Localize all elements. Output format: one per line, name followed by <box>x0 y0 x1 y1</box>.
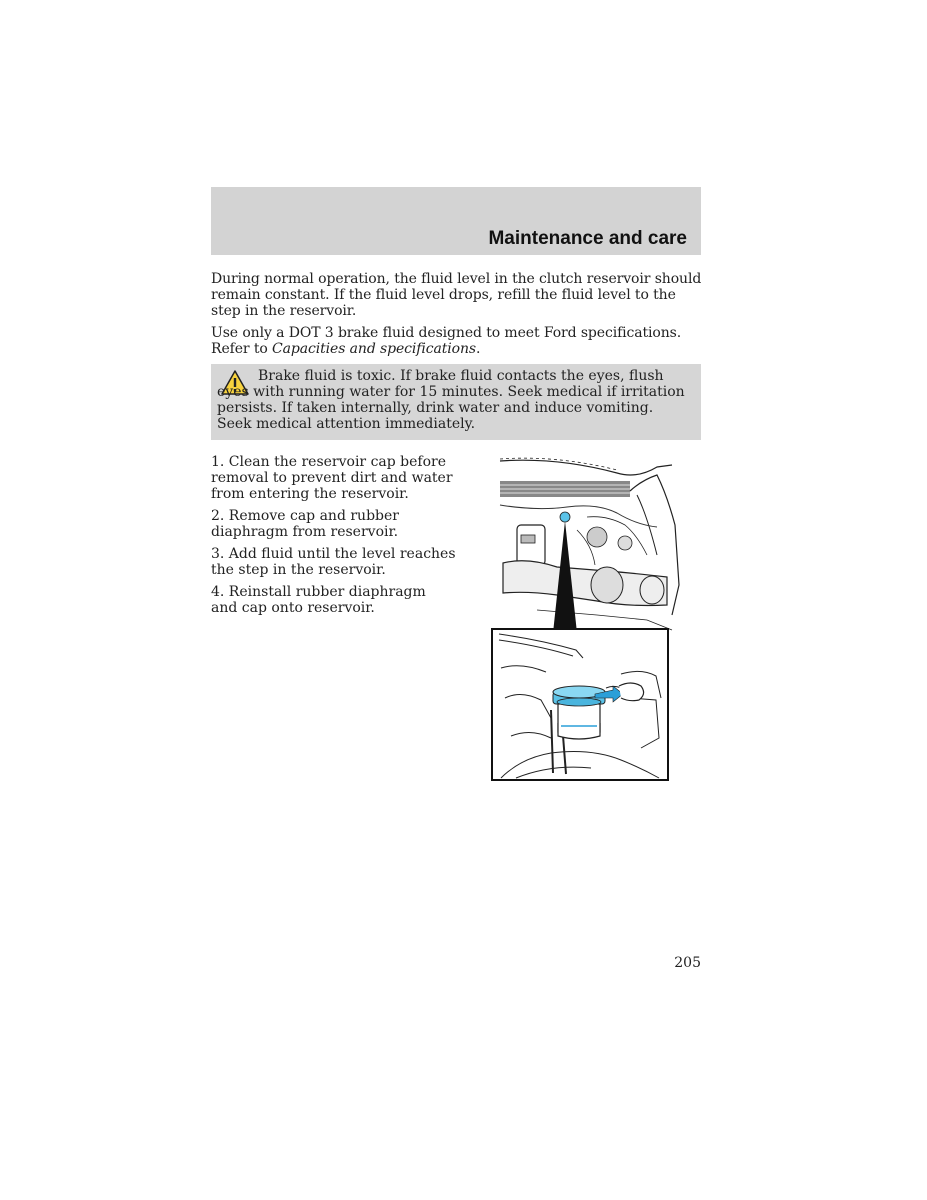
steps-list <box>211 454 456 622</box>
engine-bay-illustration <box>497 455 682 633</box>
paragraph-fluid-level: During normal operation, the fluid level in the clutch reservoir should remain constant. If the fluid level drops, refill the fluid level to the step in the reservoir. <box>211 271 702 319</box>
step-4: 4. Reinstall rubber diaphragm and cap onto reservoir. <box>211 584 426 616</box>
section-header <box>211 187 701 255</box>
warning-text: Brake fluid is toxic. If brake fluid contacts the eyes, flush eyes with running water for 15 minutes. Seek medical if irritation persists. If taken internally, drink water and induce vomiting. Seek medical attention immediately. <box>217 368 685 432</box>
paragraph-dot3-end: . <box>475 341 481 357</box>
warning-box <box>211 364 701 440</box>
step-2: 2. Remove cap and rubber diaphragm from reservoir. <box>211 508 399 540</box>
capacities-reference: Capacities and specifications <box>272 341 476 357</box>
page-number: 205 <box>674 955 701 971</box>
step-1: 1. Clean the reservoir cap before removal to prevent dirt and water from entering the reservoir. <box>211 454 453 502</box>
paragraph-dot3-text: Use only a DOT 3 brake fluid designed to meet Ford specifications. Refer to <box>211 325 682 357</box>
section-title: Maintenance and care <box>488 228 687 249</box>
step-3: 3. Add fluid until the level reaches the step in the reservoir. <box>211 546 456 578</box>
paragraph-dot3 <box>211 325 703 357</box>
reservoir-detail-illustration <box>491 628 669 781</box>
